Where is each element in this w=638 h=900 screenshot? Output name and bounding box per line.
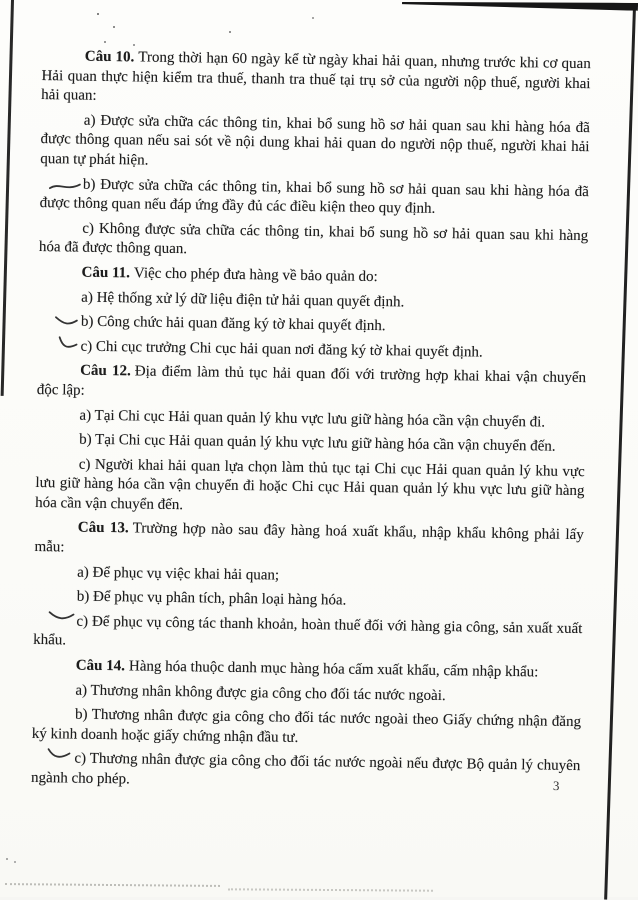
question-10-option-b: b) Được sửa chữa các thông tin, khai bổ sung hồ sơ hải quan sau khi hàng hóa đã được thông quan nếu đáp ứng đầy đủ các điều kiện theo quy định. <box>39 176 589 218</box>
question-12-intro: Địa điểm làm thủ tục hải quan đối với trường hợp khai khai vận chuyển độc lập: <box>36 363 587 399</box>
page-number: 3 <box>552 777 560 794</box>
question-14-option-a: a) Thương nhân không được gia công cho đối tác nước ngoài. <box>75 682 446 704</box>
question-12-option-b: b) Tại Chi cục Hải quan quản lý khu vực lưu giữ hàng hóa cần vận chuyển đến. <box>79 431 556 455</box>
question-12-option-c: c) Người khai hải quan lựa chọn làm thủ tục tại Chi cục Hải quan quản lý khu vực lưu giữ hàng hóa cần vận chuyển đi hoặc Chi cục Hải quan quản lý khu vực lưu giữ hàng hóa cần vận chuyển đến. <box>35 456 585 514</box>
question-14-intro: Hàng hóa thuộc danh mục hàng hóa cấm xuất khẩu, cấm nhập khẩu: <box>128 658 539 681</box>
question-12-label: Câu 12. <box>80 362 131 380</box>
question-10-option-c: c) Không được sửa chữa các thông tin, khai bổ sung hồ sơ hải quan sau khi hàng hóa đã được thông quan. <box>38 220 589 258</box>
ink-speck <box>6 858 8 860</box>
question-14-option-c: c) Thương nhân được gia công cho đối tác nước ngoài nếu được Bộ quản lý chuyên ngành cho phép. <box>31 749 581 796</box>
scan-edge-left <box>1 0 14 396</box>
scan-edge-right <box>604 6 636 900</box>
ink-speck <box>113 26 115 28</box>
question-13-heading <box>34 518 584 565</box>
question-10-heading <box>41 47 591 114</box>
question-13-option-a: a) Để phục vụ việc khai hải quan; <box>77 564 280 584</box>
question-10-option-a: a) Được sửa chữa các thông tin, khai bổ sung hồ sơ hải quan sau khi hàng hóa đã được thông quan nếu sai sót về nội dung khai hải quan do người nộp thuế, người khai hải quan tự phát hiện. <box>40 112 590 169</box>
pen-mark-icon <box>50 179 84 194</box>
question-14-heading <box>33 656 582 684</box>
scan-edge-top <box>402 0 638 11</box>
document-text <box>31 44 591 802</box>
ink-speck <box>14 861 16 863</box>
question-13-label: Câu 13. <box>77 520 129 537</box>
question-11-heading <box>38 263 587 291</box>
question-11-option-b: b) Công chức hải quan đăng ký tờ khai quyết định. <box>38 312 587 340</box>
scan-artifact-bottom <box>228 888 433 891</box>
question-13-option-c: c) Để phục vụ công tác thanh khoản, hoàn thuế đối với hàng gia công, sản xuất xuất khẩu. <box>33 612 583 659</box>
question-11-option-c: c) Chi cục trưởng Chi cục hải quan nơi đăng ký tờ khai quyết định. <box>37 337 586 365</box>
question-11-label: Câu 11. <box>81 264 131 282</box>
question-14-option-b: b) Thương nhân được gia công cho đối tác nước ngoài theo Giấy chứng nhận đăng ký kinh doanh hoặc giấy chứng nhận đầu tư. <box>31 706 582 746</box>
ink-speck <box>229 31 231 33</box>
question-12-heading <box>37 361 587 408</box>
question-10-intro: Trong thời hạn 60 ngày kể từ ngày khai hải quan, nhưng trước khi cơ quan Hải quan thực hiện kiểm tra thuế, thanh tra thuế tại trụ sở của người nộp thuế, người khai hải quan: <box>41 49 591 105</box>
question-10-label: Câu 10. <box>84 48 135 66</box>
ink-speck <box>97 13 99 15</box>
question-11-option-a: a) Hệ thống xử lý dữ liệu điện tử hải quan quyết định. <box>81 289 405 310</box>
ink-speck <box>104 41 106 43</box>
scan-artifact-bottom <box>5 883 220 887</box>
question-13-option-b: b) Để phục vụ phân tích, phân loại hàng hóa. <box>76 588 347 609</box>
question-12-option-a: a) Tại Chi cục Hải quan quản lý khu vực lưu giữ hàng hóa cần vận chuyển đi. <box>79 407 546 431</box>
question-14-label: Câu 14. <box>75 657 126 675</box>
ink-speck <box>312 17 314 19</box>
question-13-intro: Trường hợp nào sau đây hàng hoá xuất khẩu, nhập khẩu không phải lấy mẫu: <box>34 520 584 556</box>
question-11-intro: Việc cho phép đưa hàng về bảo quản do: <box>133 265 378 285</box>
